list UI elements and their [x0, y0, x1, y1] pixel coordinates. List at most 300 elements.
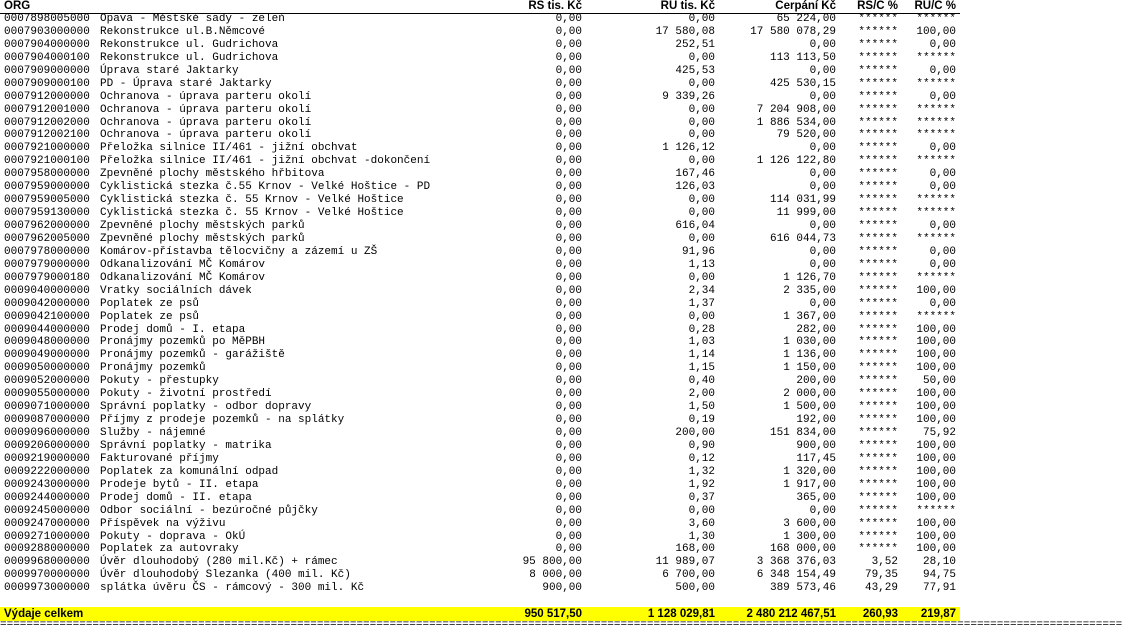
- row-cerpani: 113 113,50: [769, 51, 836, 64]
- row-code: 0007903000000: [4, 25, 90, 38]
- row-rs-pct: ******: [858, 245, 898, 258]
- row-rs: 0,00: [555, 478, 582, 491]
- row-name: Prodej domů - I. etapa: [100, 323, 246, 336]
- table-row: [0, 453, 960, 466]
- row-ru-pct: ******: [916, 232, 956, 245]
- row-rs-pct: ******: [858, 38, 898, 51]
- row-rs: 0,00: [555, 530, 582, 543]
- row-code: 0009968000000: [4, 556, 90, 569]
- row-rs-pct: ******: [858, 491, 898, 504]
- row-rs: 8 000,00: [529, 569, 582, 582]
- row-ru-pct: 0,00: [929, 90, 956, 103]
- row-rs-pct: ******: [858, 310, 898, 323]
- row-ru-pct: 100,00: [916, 323, 956, 336]
- row-cerpani: 6 348 154,49: [756, 569, 836, 582]
- row-code: 0007978000000: [4, 245, 90, 258]
- table-row: [0, 259, 960, 272]
- row-ru: 3,60: [688, 517, 715, 530]
- row-ru: 0,00: [688, 232, 715, 245]
- row-rs-pct: ******: [858, 155, 898, 168]
- row-ru-pct: 100,00: [916, 543, 956, 556]
- row-rs-pct: ******: [858, 427, 898, 439]
- row-name: Úvěr dlouhodobý (280 mil.Kč) + rámec: [100, 556, 338, 569]
- row-cerpani: 114 031,99: [769, 194, 836, 207]
- row-ru-pct: 100,00: [916, 452, 956, 465]
- total-rs: 950 517,50: [524, 608, 582, 621]
- row-cerpani: 1 886 534,00: [756, 116, 836, 129]
- row-cerpani: 168 000,00: [769, 543, 836, 556]
- row-ru: 1,32: [688, 465, 715, 478]
- table-row: [0, 39, 960, 52]
- row-name: Poplatek ze psů: [100, 310, 200, 323]
- row-ru-pct: 100,00: [916, 478, 956, 491]
- header-rs-pct: RS/Č %: [857, 0, 898, 12]
- row-code: 0009096000000: [4, 427, 90, 439]
- row-ru: 2,00: [688, 388, 715, 401]
- table-row: [0, 543, 960, 556]
- row-code: 0009052000000: [4, 375, 90, 388]
- row-ru-pct: 100,00: [916, 388, 956, 401]
- row-name: Služby - nájemné: [100, 427, 206, 439]
- row-cerpani: 616 044,73: [769, 232, 836, 245]
- row-rs: 0,00: [555, 465, 582, 478]
- row-code: 0009243000000: [4, 478, 90, 491]
- row-name: Ochranova - úprava parteru okolí: [100, 103, 312, 116]
- row-ru: 1,92: [688, 478, 715, 491]
- row-rs-pct: ******: [858, 323, 898, 336]
- row-rs-pct: ******: [858, 129, 898, 142]
- row-rs: 0,00: [555, 64, 582, 77]
- row-ru: 1,30: [688, 530, 715, 543]
- row-ru-pct: 0,00: [929, 64, 956, 77]
- row-rs: 0,00: [555, 207, 582, 220]
- row-ru: 0,00: [688, 271, 715, 284]
- row-rs-pct: ******: [858, 439, 898, 452]
- table-row: [0, 233, 960, 246]
- row-rs: 0,00: [555, 504, 582, 517]
- table-row: [0, 414, 960, 427]
- table-row: [0, 479, 960, 492]
- row-cerpani: 0,00: [809, 181, 836, 194]
- row-ru-pct: 100,00: [916, 414, 956, 427]
- table-row: [0, 362, 960, 375]
- row-rs: 0,00: [555, 362, 582, 375]
- row-rs-pct: ******: [858, 90, 898, 103]
- row-ru: 500,00: [675, 582, 715, 595]
- row-rs: 0,00: [555, 323, 582, 336]
- row-ru: 167,46: [675, 168, 715, 181]
- row-rs: 0,00: [555, 90, 582, 103]
- row-cerpani: 0,00: [809, 504, 836, 517]
- row-rs: 0,00: [555, 375, 582, 388]
- table-row: [0, 492, 960, 505]
- row-rs-pct: ******: [858, 258, 898, 271]
- row-cerpani: 1 126,70: [783, 271, 836, 284]
- row-rs-pct: ******: [858, 220, 898, 232]
- row-name: Zpevněné plochy městských parků: [100, 232, 305, 245]
- row-ru: 1,13: [688, 258, 715, 271]
- row-rs-pct: ******: [858, 452, 898, 465]
- row-cerpani: 1 126 122,80: [756, 155, 836, 168]
- row-code: 0007909000000: [4, 64, 90, 77]
- table-row: [0, 220, 960, 233]
- row-rs: 0,00: [555, 103, 582, 116]
- row-rs: 0,00: [555, 543, 582, 556]
- row-cerpani: 1 150,00: [783, 362, 836, 375]
- row-code: 0007909000100: [4, 77, 90, 90]
- table-row: [0, 388, 960, 401]
- table-row: [0, 207, 960, 220]
- row-code: 0007921000000: [4, 142, 90, 155]
- table-row: [0, 52, 960, 65]
- table-row: [0, 104, 960, 117]
- row-name: splátka úvěru ČS - rámcový - 300 mil. Kč: [100, 582, 365, 595]
- row-ru-pct: 100,00: [916, 401, 956, 414]
- table-row: [0, 466, 960, 479]
- row-rs-pct: ******: [858, 336, 898, 349]
- row-ru-pct: ******: [916, 207, 956, 220]
- table-row: [0, 375, 960, 388]
- row-code: 0007979000000: [4, 258, 90, 271]
- row-code: 0007959000000: [4, 181, 90, 194]
- table-row: [0, 181, 960, 194]
- row-ru-pct: ******: [916, 129, 956, 142]
- row-rs-pct: ******: [858, 401, 898, 414]
- row-rs-pct: ******: [858, 168, 898, 181]
- row-name: Rekonstrukce ul. Gudrichova: [100, 38, 279, 51]
- row-ru-pct: ******: [916, 310, 956, 323]
- row-name: Odbor sociální - bezúročné půjčky: [100, 504, 318, 517]
- row-name: Přeložka silnice II/461 - jižní obchvat: [100, 142, 358, 155]
- table-row: [0, 427, 960, 440]
- row-name: Pokuty - přestupky: [100, 375, 219, 388]
- row-ru: 200,00: [675, 427, 715, 439]
- header-ru: RU tis. Kč: [660, 0, 715, 12]
- row-ru: 1 126,12: [662, 142, 715, 155]
- row-code: 0009247000000: [4, 517, 90, 530]
- row-ru-pct: 0,00: [929, 142, 956, 155]
- row-name: Odkanalizování MČ Komárov: [100, 258, 266, 271]
- row-rs-pct: ******: [858, 478, 898, 491]
- table-row: [0, 91, 960, 104]
- row-name: Pronájmy pozemků po MěPBH: [100, 336, 266, 349]
- row-ru-pct: 100,00: [916, 491, 956, 504]
- row-cerpani: 900,00: [796, 439, 836, 452]
- row-cerpani: 1 367,00: [783, 310, 836, 323]
- row-cerpani: 151 834,00: [769, 427, 836, 439]
- row-ru-pct: 0,00: [929, 245, 956, 258]
- row-rs-pct: ******: [858, 51, 898, 64]
- row-ru-pct: ******: [916, 504, 956, 517]
- row-ru-pct: ******: [916, 116, 956, 129]
- row-name: Poplatek za autovraky: [100, 543, 239, 556]
- row-rs: 0,00: [555, 258, 582, 271]
- row-code: 0007904000100: [4, 51, 90, 64]
- table-row: [0, 556, 960, 569]
- row-ru-pct: 100,00: [916, 530, 956, 543]
- row-code: 0009245000000: [4, 504, 90, 517]
- row-ru-pct: ******: [916, 77, 956, 90]
- row-ru: 0,00: [688, 77, 715, 90]
- row-ru-pct: 100,00: [916, 439, 956, 452]
- row-rs-pct: ******: [858, 232, 898, 245]
- row-code: 0009244000000: [4, 491, 90, 504]
- row-rs: 0,00: [555, 439, 582, 452]
- row-name: Poplatek za komunální odpad: [100, 465, 279, 478]
- row-cerpani: 282,00: [796, 323, 836, 336]
- row-rs-pct: ******: [858, 64, 898, 77]
- table-row: [0, 324, 960, 337]
- row-code: 0007959005000: [4, 194, 90, 207]
- row-rs: 0,00: [555, 245, 582, 258]
- row-code: 0009970000000: [4, 569, 90, 582]
- row-ru: 0,90: [688, 439, 715, 452]
- row-name: Cyklistická stezka č.55 Krnov - Velké Hoštice - PD: [100, 181, 431, 194]
- row-name: Správní poplatky - odbor dopravy: [100, 401, 312, 414]
- table-row: [0, 65, 960, 78]
- row-cerpani: 192,00: [796, 414, 836, 427]
- row-ru-pct: 100,00: [916, 362, 956, 375]
- row-code: 0009048000000: [4, 336, 90, 349]
- table-row: [0, 13, 960, 26]
- row-name: Komárov-přístavba tělocvičny a zázemí u ZŠ: [100, 245, 378, 258]
- row-cerpani: 0,00: [809, 220, 836, 232]
- separator-line: ==========================================================================================================================================================================: [0, 619, 1122, 631]
- row-rs-pct: ******: [858, 388, 898, 401]
- row-cerpani: 1 136,00: [783, 349, 836, 362]
- row-rs: 0,00: [555, 284, 582, 297]
- row-ru-pct: 0,00: [929, 38, 956, 51]
- row-ru-pct: 100,00: [916, 349, 956, 362]
- row-ru-pct: 100,00: [916, 25, 956, 38]
- header-ru-pct: RU/Č %: [914, 0, 956, 12]
- row-rs-pct: ******: [858, 207, 898, 220]
- row-name: Pokuty - životní prostředí: [100, 388, 272, 401]
- row-name: Pokuty - doprava - OkÚ: [100, 530, 246, 543]
- row-name: Zpevněné plochy městského hřbitova: [100, 168, 325, 181]
- total-cerpani: 2 480 212 467,51: [746, 608, 836, 621]
- row-rs-pct: 43,29: [864, 582, 898, 595]
- row-ru: 0,00: [688, 310, 715, 323]
- row-rs: 0,00: [555, 452, 582, 465]
- table-row: [0, 336, 960, 349]
- row-cerpani: 365,00: [796, 491, 836, 504]
- row-rs-pct: 3,52: [871, 556, 898, 569]
- row-ru: 1,15: [688, 362, 715, 375]
- table-row: [0, 78, 960, 91]
- row-rs: 0,00: [555, 155, 582, 168]
- row-ru: 0,00: [688, 155, 715, 168]
- row-rs: 0,00: [555, 491, 582, 504]
- row-rs: 0,00: [555, 388, 582, 401]
- row-code: 0009973000000: [4, 582, 90, 595]
- row-rs-pct: ******: [858, 414, 898, 427]
- row-ru-pct: 100,00: [916, 517, 956, 530]
- row-ru-pct: ******: [916, 271, 956, 284]
- row-ru: 91,96: [681, 245, 715, 258]
- row-ru: 0,00: [688, 504, 715, 517]
- row-rs-pct: ******: [858, 530, 898, 543]
- row-cerpani: 425 530,15: [769, 77, 836, 90]
- row-ru: 0,00: [688, 194, 715, 207]
- row-code: 0007912002100: [4, 129, 90, 142]
- row-code: 0009087000000: [4, 414, 90, 427]
- row-name: Poplatek ze psů: [100, 297, 200, 310]
- table-row: [0, 129, 960, 142]
- row-cerpani: 1 917,00: [783, 478, 836, 491]
- row-name: Ochranova - úprava parteru okolí: [100, 116, 312, 129]
- row-rs: 0,00: [555, 310, 582, 323]
- row-cerpani: 0,00: [809, 258, 836, 271]
- row-ru-pct: ******: [916, 103, 956, 116]
- row-code: 0009042100000: [4, 310, 90, 323]
- table-row: [0, 117, 960, 130]
- row-ru: 6 700,00: [662, 569, 715, 582]
- row-code: 0009219000000: [4, 452, 90, 465]
- row-rs-pct: ******: [858, 465, 898, 478]
- row-ru: 0,19: [688, 414, 715, 427]
- row-code: 0007912001000: [4, 103, 90, 116]
- row-name: Cyklistická stezka č. 55 Krnov - Velké Hoštice: [100, 194, 404, 207]
- row-rs: 0,00: [555, 38, 582, 51]
- row-code: 0007962005000: [4, 232, 90, 245]
- report-table: [0, 13, 960, 621]
- row-rs: 0,00: [555, 181, 582, 194]
- row-ru: 1,14: [688, 349, 715, 362]
- row-ru: 0,00: [688, 207, 715, 220]
- row-cerpani: 7 204 908,00: [756, 103, 836, 116]
- row-rs: 95 800,00: [522, 556, 582, 569]
- row-ru: 168,00: [675, 543, 715, 556]
- row-rs-pct: ******: [858, 13, 898, 25]
- row-name: Vratky sociálních dávek: [100, 284, 252, 297]
- row-code: 0009071000000: [4, 401, 90, 414]
- row-ru-pct: ******: [916, 13, 956, 25]
- row-ru-pct: 50,00: [922, 375, 956, 388]
- row-ru-pct: ******: [916, 194, 956, 207]
- row-ru: 252,51: [675, 38, 715, 51]
- row-cerpani: 0,00: [809, 142, 836, 155]
- row-name: Rekonstrukce ul. Gudrichova: [100, 51, 279, 64]
- row-cerpani: 3 600,00: [783, 517, 836, 530]
- row-rs: 0,00: [555, 168, 582, 181]
- row-rs: 0,00: [555, 401, 582, 414]
- row-name: Odkanalizování MČ Komárov: [100, 271, 266, 284]
- row-cerpani: 0,00: [809, 90, 836, 103]
- row-cerpani: 1 030,00: [783, 336, 836, 349]
- row-code: 0007912000000: [4, 90, 90, 103]
- row-rs-pct: ******: [858, 517, 898, 530]
- table-row: [0, 349, 960, 362]
- row-name: Ochranova - úprava parteru okolí: [100, 129, 312, 142]
- row-name: Zpevněné plochy městských parků: [100, 220, 305, 232]
- row-rs-pct: ******: [858, 181, 898, 194]
- row-name: Úvěr dlouhodobý Slezanka (400 mil. Kč): [100, 569, 351, 582]
- row-rs: 0,00: [555, 116, 582, 129]
- row-ru: 1,03: [688, 336, 715, 349]
- row-cerpani: 79 520,00: [776, 129, 836, 142]
- row-cerpani: 17 580 078,29: [750, 25, 836, 38]
- row-ru: 0,00: [688, 116, 715, 129]
- table-row: [0, 298, 960, 311]
- row-rs-pct: ******: [858, 194, 898, 207]
- row-rs-pct: ******: [858, 504, 898, 517]
- row-code: 0007962000000: [4, 220, 90, 232]
- row-ru-pct: 0,00: [929, 297, 956, 310]
- table-row: [0, 569, 960, 582]
- row-rs-pct: ******: [858, 116, 898, 129]
- row-rs-pct: ******: [858, 25, 898, 38]
- row-cerpani: 200,00: [796, 375, 836, 388]
- row-cerpani: 11 999,00: [776, 207, 836, 220]
- row-code: 0009055000000: [4, 388, 90, 401]
- row-ru-pct: 77,91: [922, 582, 956, 595]
- row-rs-pct: ******: [858, 349, 898, 362]
- row-rs-pct: ******: [858, 543, 898, 556]
- row-ru: 9 339,26: [662, 90, 715, 103]
- row-rs: 0,00: [555, 25, 582, 38]
- row-code: 0009040000000: [4, 284, 90, 297]
- row-name: Pronájmy pozemků: [100, 362, 206, 375]
- row-rs: 0,00: [555, 194, 582, 207]
- row-name: Přeložka silnice II/461 - jižní obchvat -dokončení: [100, 155, 431, 168]
- row-name: Fakturované příjmy: [100, 452, 219, 465]
- row-cerpani: 1 300,00: [783, 530, 836, 543]
- row-rs-pct: ******: [858, 284, 898, 297]
- row-code: 0007898005000: [4, 13, 90, 25]
- row-ru-pct: 100,00: [916, 465, 956, 478]
- row-ru-pct: 94,75: [922, 569, 956, 582]
- row-cerpani: 0,00: [809, 245, 836, 258]
- table-row: [0, 285, 960, 298]
- row-rs-pct: ******: [858, 362, 898, 375]
- row-ru: 0,00: [688, 13, 715, 25]
- row-rs: 0,00: [555, 349, 582, 362]
- row-code: 0007958000000: [4, 168, 90, 181]
- row-cerpani: 1 320,00: [783, 465, 836, 478]
- table-row: [0, 272, 960, 285]
- row-ru: 0,40: [688, 375, 715, 388]
- row-cerpani: 0,00: [809, 64, 836, 77]
- row-ru-pct: 75,92: [922, 427, 956, 439]
- table-row: [0, 440, 960, 453]
- row-code: 0007959130000: [4, 207, 90, 220]
- row-cerpani: 0,00: [809, 297, 836, 310]
- header-rs: RS tis. Kč: [528, 0, 582, 12]
- row-name: Správní poplatky - matrika: [100, 439, 272, 452]
- row-cerpani: 0,00: [809, 38, 836, 51]
- row-rs: 0,00: [555, 232, 582, 245]
- row-cerpani: 2 335,00: [783, 284, 836, 297]
- row-rs: 0,00: [555, 13, 582, 25]
- total-label: Výdaje celkem: [4, 608, 84, 621]
- row-rs: 0,00: [555, 427, 582, 439]
- row-cerpani: 65 224,00: [776, 13, 836, 25]
- row-code: 0009206000000: [4, 439, 90, 452]
- row-ru: 1,37: [688, 297, 715, 310]
- row-ru-pct: 100,00: [916, 284, 956, 297]
- row-name: Opava - Městské sady - zeleň: [100, 13, 285, 25]
- row-cerpani: 117,45: [796, 452, 836, 465]
- row-code: 0009271000000: [4, 530, 90, 543]
- table-row: [0, 531, 960, 544]
- row-rs-pct: ******: [858, 77, 898, 90]
- row-ru-pct: ******: [916, 51, 956, 64]
- row-rs-pct: ******: [858, 103, 898, 116]
- table-row: [0, 155, 960, 168]
- row-ru-pct: 0,00: [929, 181, 956, 194]
- table-row: [0, 505, 960, 518]
